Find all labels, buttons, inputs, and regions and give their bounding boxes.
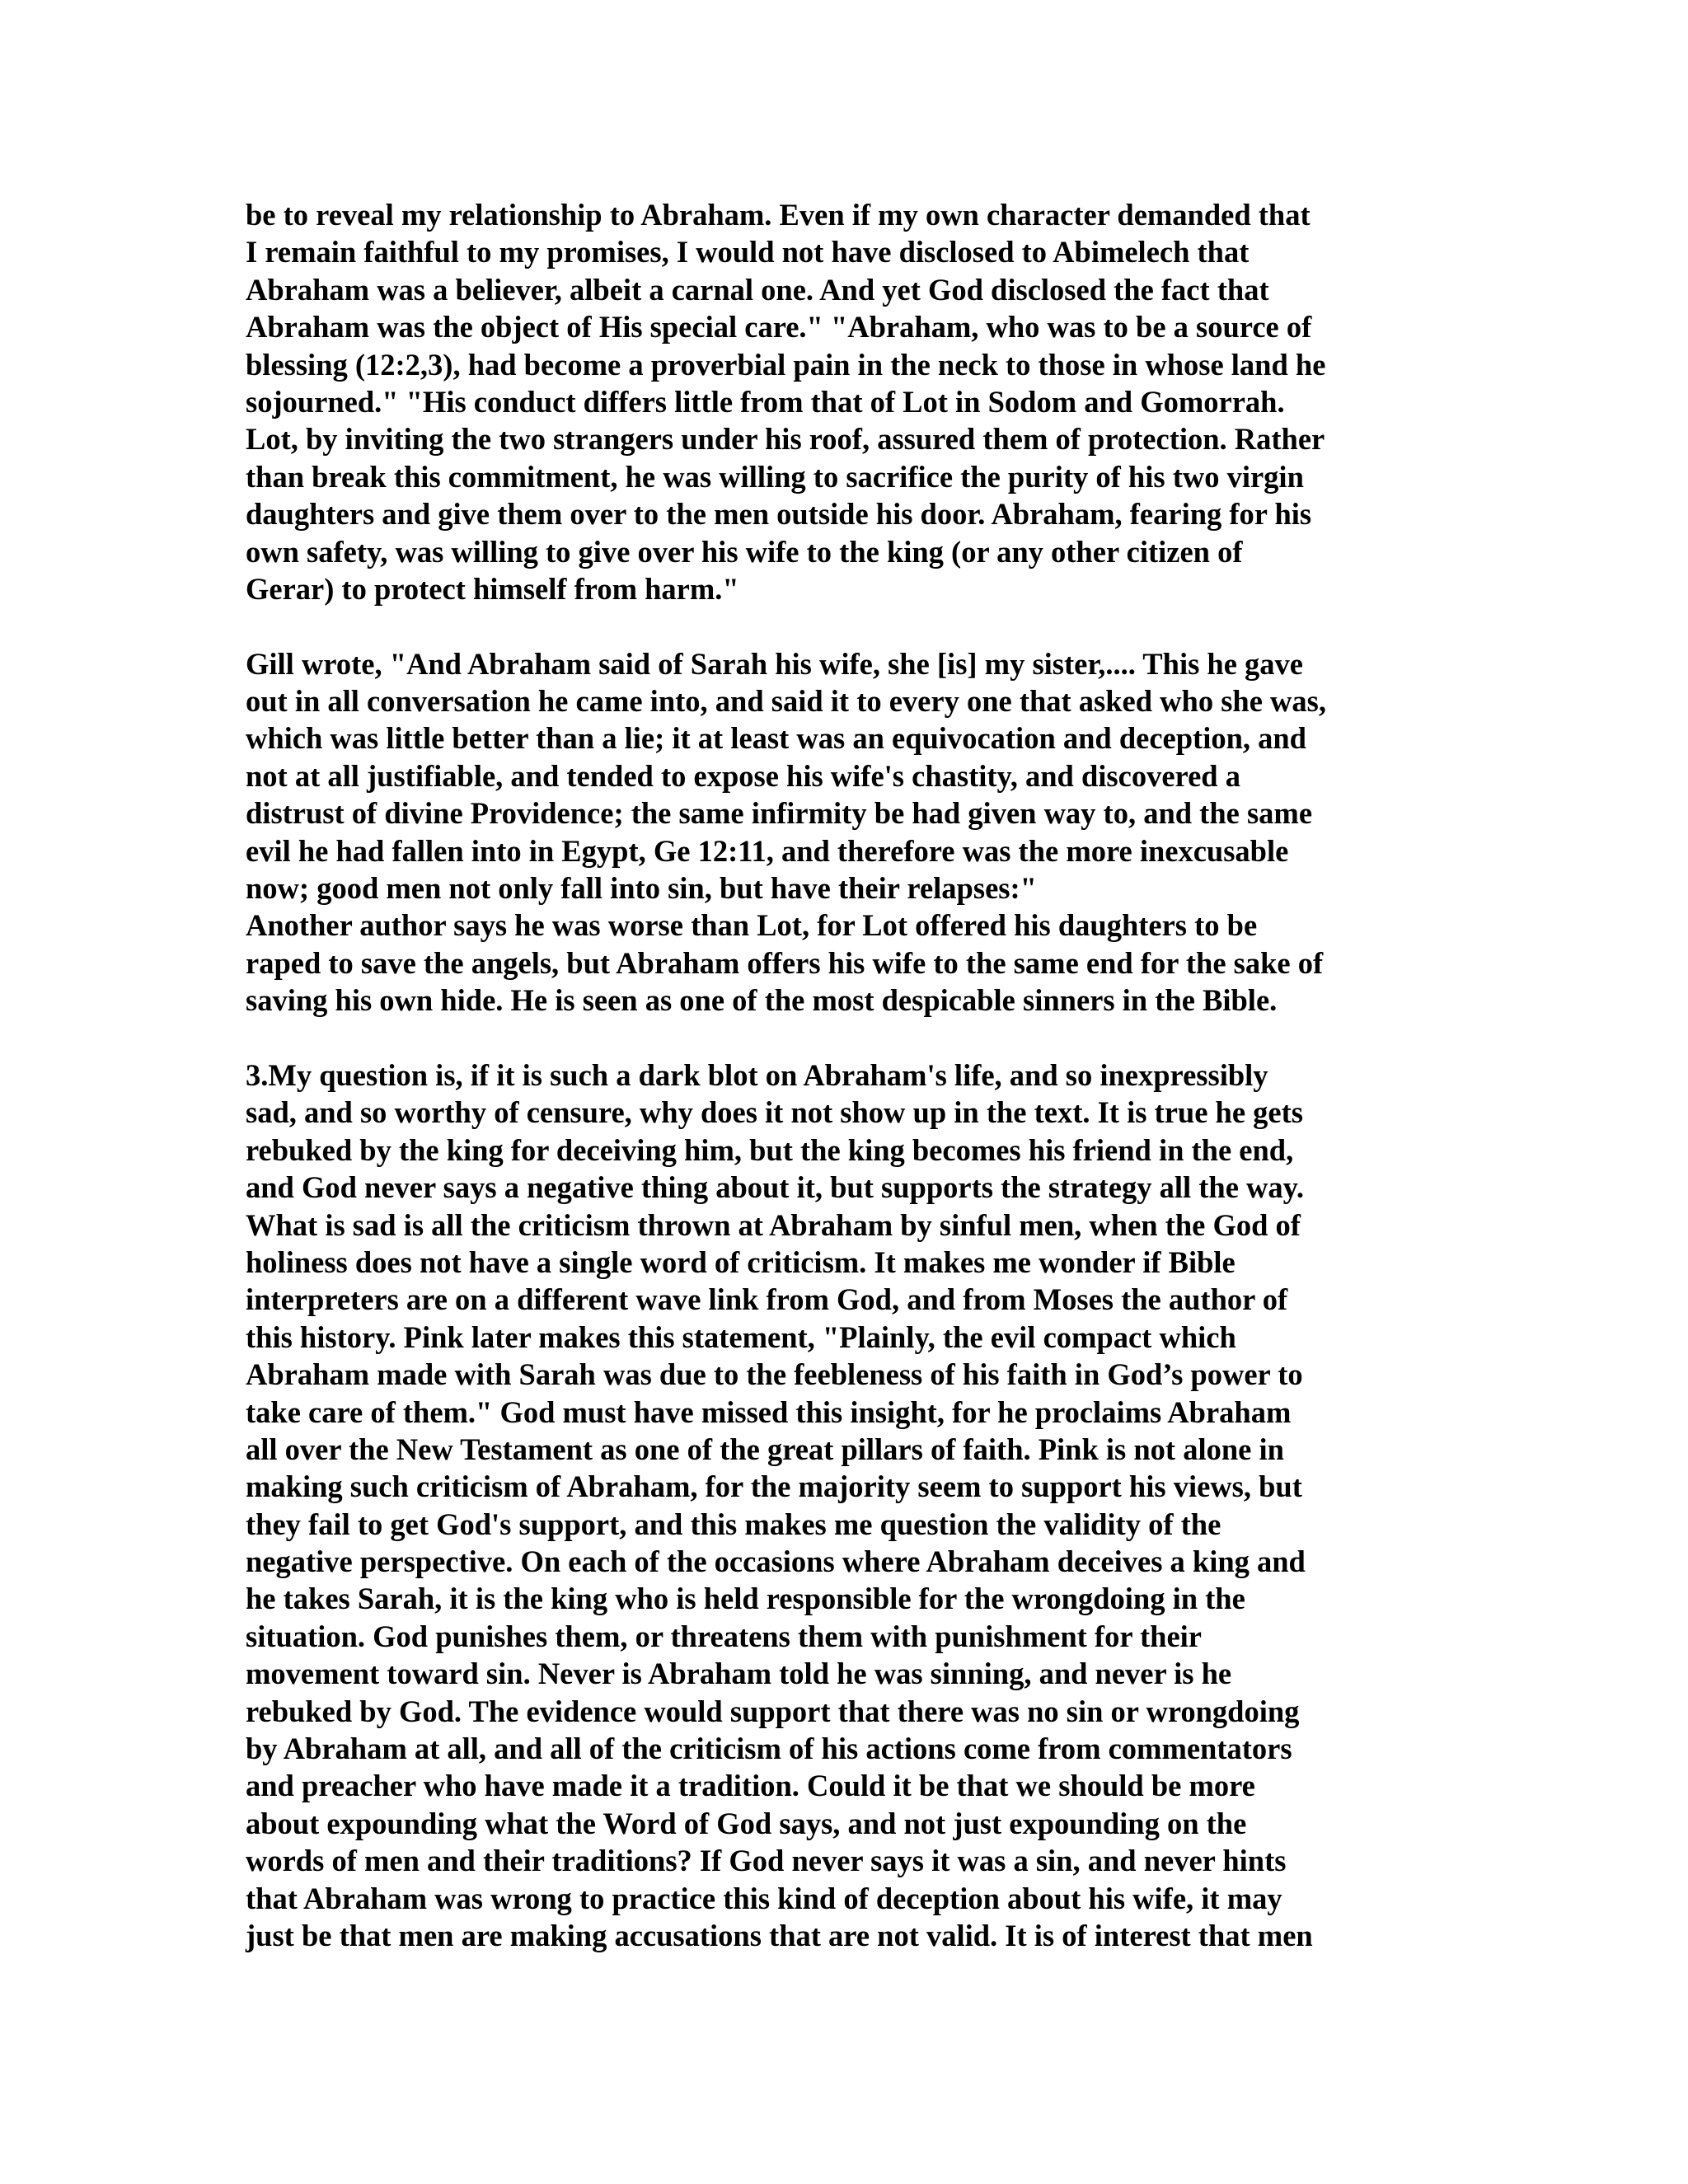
text-line: negative perspective. On each of the occasions where Abraham deceives a king and [246, 1544, 1306, 1579]
text-line: and God never says a negative thing about it, but supports the strategy all the way. [246, 1170, 1305, 1205]
text-line: all over the New Testament as one of the great pillars of faith. Pink is not alone in [246, 1432, 1284, 1466]
text-line: now; good men not only fall into sin, but have their relapses:" [246, 871, 1037, 906]
text-line: blessing (12:2,3), had become a proverbial pain in the neck to those in whose land he [246, 347, 1326, 382]
text-line: Gill wrote, "And Abraham said of Sarah his wife, she [is] my sister,.... This he gave [246, 646, 1303, 681]
text-line: and preacher who have made it a tradition. Could it be that we should be more [246, 1769, 1255, 1803]
paragraph-point-3 [246, 1057, 1449, 1954]
text-line: which was little better than a lie; it at least was an equivocation and deception, and [246, 721, 1306, 756]
text-line: interpreters are on a different wave link from God, and from Moses the author of [246, 1282, 1288, 1317]
text-line: daughters and give them over to the men outside his door. Abraham, fearing for his [246, 497, 1312, 532]
paragraph-gill-quote [246, 645, 1449, 1019]
text-line: just be that men are making accusations that are not valid. It is of interest that men [246, 1918, 1313, 1952]
text-line: sad, and so worthy of censure, why does it not show up in the text. It is true he gets [246, 1095, 1303, 1130]
text-line: rebuked by the king for deceiving him, but the king becomes his friend in the end, [246, 1132, 1294, 1167]
text-line: Lot, by inviting the two strangers under his roof, assured them of protection. Rather [246, 422, 1325, 457]
text-line: saving his own hide. He is seen as one of the most despicable sinners in the Bible. [246, 983, 1278, 1018]
text-line: take care of them." God must have missed this insight, for he proclaims Abraham [246, 1394, 1292, 1429]
text-line: by Abraham at all, and all of the criticism of his actions come from commentators [246, 1732, 1292, 1766]
text-line: situation. God punishes them, or threatens them with punishment for their [246, 1619, 1202, 1653]
text-line: evil he had fallen into in Egypt, Ge 12:11, and therefore was the more inexcusable [246, 833, 1289, 868]
body-text [246, 196, 1449, 1954]
text-line: holiness does not have a single word of criticism. It makes me wonder if Bible [246, 1244, 1236, 1279]
text-line: 3.My question is, if it is such a dark blot on Abraham's life, and so inexpressibly [246, 1057, 1268, 1092]
text-line: be to reveal my relationship to Abraham. Even if my own character demanded that [246, 198, 1311, 232]
text-line: distrust of divine Providence; the same infirmity be had given way to, and the same [246, 796, 1313, 831]
text-line: he takes Sarah, it is the king who is held responsible for the wrongdoing in the [246, 1582, 1245, 1616]
text-line: Abraham was a believer, albeit a carnal one. And yet God disclosed the fact that [246, 272, 1269, 307]
text-line: movement toward sin. Never is Abraham told he was sinning, and never is he [246, 1657, 1232, 1691]
text-line: making such criticism of Abraham, for the majority seem to support his views, but [246, 1469, 1302, 1504]
text-line: words of men and their traditions? If God never says it was a sin, and never hints [246, 1844, 1287, 1878]
text-line: Abraham made with Sarah was due to the feebleness of his faith in God’s power to [246, 1357, 1303, 1392]
text-line: I remain faithful to my promises, I would not have disclosed to Abimelech that [246, 235, 1250, 269]
text-line: out in all conversation he came into, and said it to every one that asked who she was, [246, 684, 1326, 719]
text-line: they fail to get God's support, and this makes me question the validity of the [246, 1507, 1221, 1541]
text-line: Another author says he was worse than Lot, for Lot offered his daughters to be [246, 908, 1258, 943]
text-line: raped to save the angels, but Abraham offers his wife to the same end for the sake of [246, 945, 1324, 980]
text-line: What is sad is all the criticism thrown at Abraham by sinful men, when the God of [246, 1207, 1301, 1242]
paragraph-spacer [246, 607, 1449, 644]
text-line: Gerar) to protect himself from harm." [246, 571, 739, 606]
text-line: own safety, was willing to give over his wife to the king (or any other citizen of [246, 534, 1243, 569]
paragraph-spacer [246, 1019, 1449, 1057]
text-line: rebuked by God. The evidence would support that there was no sin or wrongdoing [246, 1694, 1300, 1728]
text-line: not at all justifiable, and tended to expose his wife's chastity, and discovered a [246, 758, 1240, 793]
text-line: than break this commitment, he was willing to sacrifice the purity of his two virgin [246, 459, 1304, 494]
text-line: this history. Pink later makes this statement, "Plainly, the evil compact which [246, 1319, 1236, 1354]
text-line: Abraham was the object of His special care." "Abraham, who was to be a source of [246, 310, 1312, 344]
paragraph-quote-continuation [246, 196, 1449, 607]
text-line: that Abraham was wrong to practice this kind of deception about his wife, it may [246, 1881, 1282, 1915]
text-line: about expounding what the Word of God says, and not just expounding on the [246, 1806, 1247, 1840]
text-line: sojourned." "His conduct differs little from that of Lot in Sodom and Gomorrah. [246, 384, 1285, 419]
